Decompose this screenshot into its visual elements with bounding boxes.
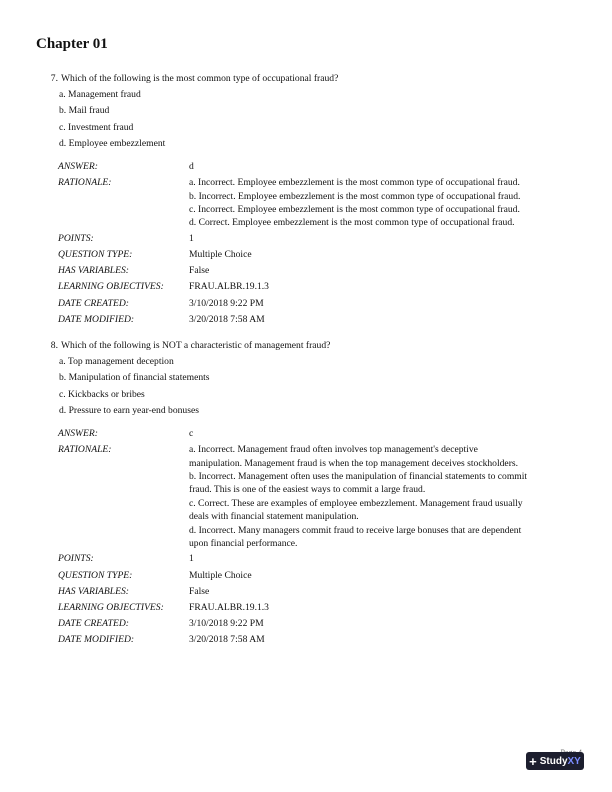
rationale-row	[58, 442, 576, 551]
rationale-line: b. Incorrect. Employee embezzlement is the most common type of occupational fraud.	[189, 190, 521, 202]
date-modified-value: 3/20/2018 7:58 AM	[189, 634, 265, 646]
rationale-line: a. Incorrect. Management fraud often involves top management's deceptive	[189, 444, 478, 456]
has-variables-row	[58, 584, 576, 600]
question-metadata	[58, 159, 576, 328]
learning-objectives-value: FRAU.ALBR.19.1.3	[189, 602, 269, 614]
option-b: b. Manipulation of financial statements	[59, 372, 210, 384]
rationale-line: c. Incorrect. Employee embezzlement is the most common type of occupational fraud.	[189, 204, 520, 216]
points-row	[58, 231, 576, 247]
rationale-line: fraud. This is one of the easiest ways to commit a large fraud.	[189, 484, 426, 496]
answer-row	[58, 159, 576, 175]
learning-objectives-row	[58, 600, 576, 616]
question-number: 8.	[50, 340, 58, 351]
question-type-label: QUESTION TYPE:	[58, 569, 133, 581]
learning-objectives-label: LEARNING OBJECTIVES:	[58, 281, 164, 293]
rationale-line: a. Incorrect. Employee embezzlement is the most common type of occupational fraud.	[189, 177, 520, 189]
option-c: c. Kickbacks or bribes	[59, 388, 145, 400]
date-modified-row	[58, 312, 576, 328]
option-b: b. Mail fraud	[59, 105, 110, 117]
date-modified-value: 3/20/2018 7:58 AM	[189, 313, 265, 325]
date-created-label: DATE CREATED:	[58, 618, 129, 630]
question-block	[36, 338, 576, 649]
rationale-line: deals with financial statement manipulation.	[189, 511, 359, 523]
answer-value: c	[189, 428, 194, 440]
rationale-text	[189, 442, 576, 551]
plus-icon: +	[529, 753, 537, 769]
question-metadata	[58, 426, 576, 649]
has-variables-label: HAS VARIABLES:	[58, 265, 129, 277]
answer-label: ANSWER:	[58, 428, 98, 440]
rationale-line: b. Incorrect. Management often uses the manipulation of financial statements to commit	[189, 471, 528, 483]
rationale-line: d. Correct. Employee embezzlement is the most common type of occupational fraud.	[189, 217, 515, 229]
has-variables-label: HAS VARIABLES:	[58, 585, 129, 597]
learning-objectives-row	[58, 279, 576, 295]
question-stem	[36, 71, 576, 87]
option-a: a. Management fraud	[59, 89, 141, 101]
option-c: c. Investment fraud	[59, 121, 134, 133]
rationale-label: RATIONALE:	[58, 444, 112, 456]
rationale-label: RATIONALE:	[58, 177, 112, 189]
rationale-line: d. Incorrect. Many managers commit fraud to receive large bonuses that are dependent	[189, 524, 522, 536]
option-a: a. Top management deception	[59, 356, 174, 368]
badge-text: Study	[539, 755, 568, 767]
points-value: 1	[189, 232, 194, 244]
answer-options	[36, 87, 576, 152]
points-label: POINTS:	[58, 232, 94, 244]
points-label: POINTS:	[58, 553, 94, 565]
question-type-row	[58, 247, 576, 263]
date-modified-label: DATE MODIFIED:	[58, 313, 135, 325]
option-d: d. Employee embezzlement	[59, 137, 166, 149]
rationale-line: c. Correct. These are examples of employee embezzlement. Management fraud usually	[189, 497, 523, 509]
learning-objectives-label: LEARNING OBJECTIVES:	[58, 602, 164, 614]
rationale-text	[189, 175, 576, 231]
learning-objectives-value: FRAU.ALBR.19.1.3	[189, 281, 269, 293]
answer-options	[36, 354, 576, 419]
answer-row	[58, 426, 576, 442]
studyxy-badge[interactable]	[526, 752, 584, 770]
date-created-row	[58, 616, 576, 632]
question-text: Which of the following is the most common type of occupational fraud?	[61, 73, 339, 84]
date-created-value: 3/10/2018 9:22 PM	[189, 297, 264, 309]
answer-label: ANSWER:	[58, 161, 98, 173]
badge-accent: XY	[567, 755, 581, 767]
has-variables-row	[58, 263, 576, 279]
rationale-row	[58, 175, 576, 231]
question-block	[36, 71, 576, 328]
points-row	[58, 551, 576, 567]
points-value: 1	[189, 553, 194, 565]
question-type-value: Multiple Choice	[189, 249, 252, 261]
question-stem	[36, 338, 576, 354]
question-number: 7.	[50, 73, 58, 84]
date-modified-label: DATE MODIFIED:	[58, 634, 135, 646]
question-type-row	[58, 568, 576, 584]
has-variables-value: False	[189, 265, 210, 277]
chapter-title: Chapter 01	[36, 36, 108, 52]
question-type-value: Multiple Choice	[189, 569, 252, 581]
question-type-label: QUESTION TYPE:	[58, 249, 133, 261]
rationale-line: upon financial performance.	[189, 538, 298, 550]
date-created-value: 3/10/2018 9:22 PM	[189, 618, 264, 630]
option-d: d. Pressure to earn year-end bonuses	[59, 404, 199, 416]
date-modified-row	[58, 632, 576, 648]
date-created-label: DATE CREATED:	[58, 297, 129, 309]
has-variables-value: False	[189, 585, 210, 597]
question-text: Which of the following is NOT a characteristic of management fraud?	[61, 340, 331, 351]
answer-value: d	[189, 161, 194, 173]
rationale-line: manipulation. Management fraud is when the top management deceives stockholders.	[189, 457, 519, 469]
date-created-row	[58, 296, 576, 312]
